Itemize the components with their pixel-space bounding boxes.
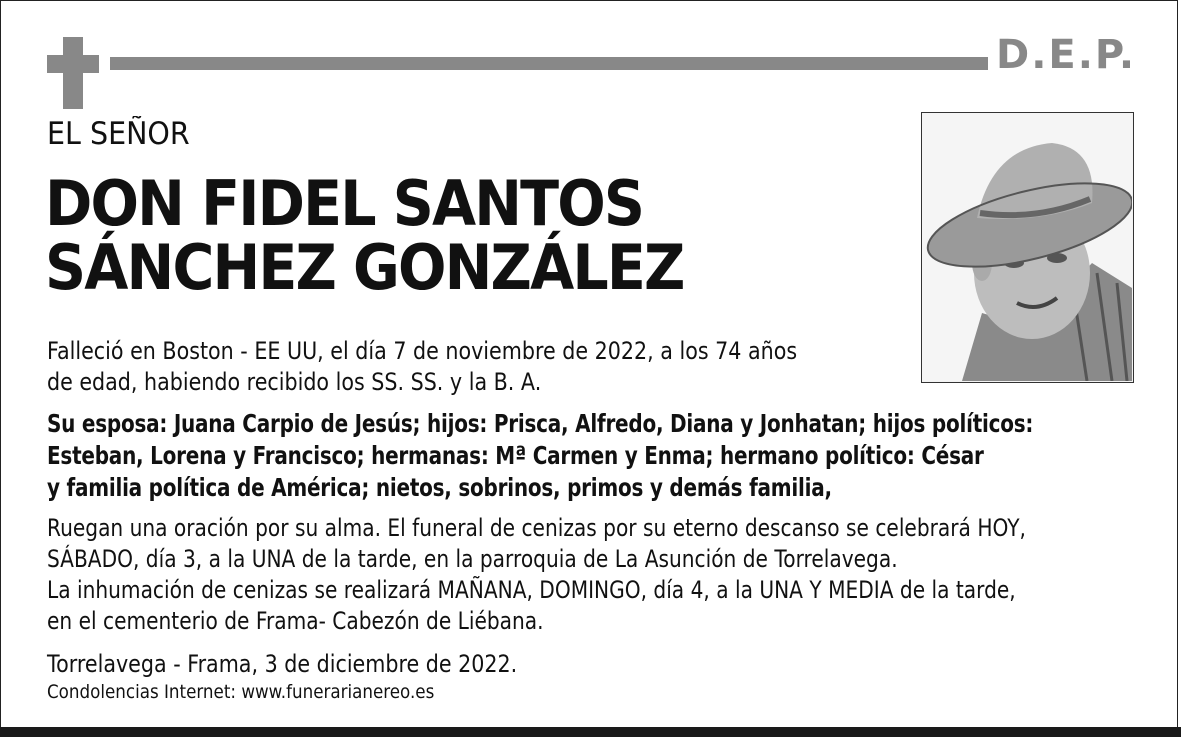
cross-icon-bar — [47, 55, 99, 73]
service-line: La inhumación de cenizas se realizará MAÑANA, DOMINGO, día 4, a la UNA Y MEDIA de la tarde, — [47, 576, 1016, 604]
dep-label: D.E.P. — [996, 32, 1137, 78]
cross-icon — [63, 37, 83, 109]
family-line: Esteban, Lorena y Francisco; hermanas: Mª Carmen y Enma; hermano político: César — [47, 441, 984, 470]
death-line: de edad, habiendo recibido los SS. SS. y la B. A. — [47, 368, 542, 396]
service-details — [47, 513, 1026, 637]
family-list — [47, 408, 1033, 504]
name-line-2: SÁNCHEZ GONZÁLEZ — [45, 230, 684, 304]
family-line: y familia política de América; nietos, sobrinos, primos y demás familia, — [47, 473, 832, 502]
bottom-rule — [0, 727, 1181, 737]
name-line-1: DON FIDEL SANTOS — [45, 167, 644, 240]
header-rule — [110, 57, 988, 70]
service-line: en el cementerio de Frama- Cabezón de Liébana. — [47, 607, 544, 635]
death-line: Falleció en Boston - EE UU, el día 7 de noviembre de 2022, a los 74 años — [47, 337, 798, 365]
intro-label: EL SEÑOR — [47, 116, 190, 152]
portrait-photo — [921, 112, 1134, 383]
service-line: Ruegan una oración por su alma. El funeral de cenizas por su eterno descanso se celebrará HOY, — [47, 514, 1026, 542]
death-notice — [47, 336, 797, 398]
place-date: Torrelavega - Frama, 3 de diciembre de 2022. — [47, 650, 518, 678]
condolences-line: Condolencias Internet: www.funerarianereo.es — [47, 681, 435, 703]
service-line: SÁBADO, día 3, a la UNA de la tarde, en la parroquia de La Asunción de Torrelavega. — [47, 545, 898, 573]
family-line: Su esposa: Juana Carpio de Jesús; hijos: Prisca, Alfredo, Diana y Jonhatan; hijos políticos: — [47, 409, 1034, 438]
deceased-name — [45, 167, 684, 304]
portrait-illustration — [922, 113, 1132, 381]
